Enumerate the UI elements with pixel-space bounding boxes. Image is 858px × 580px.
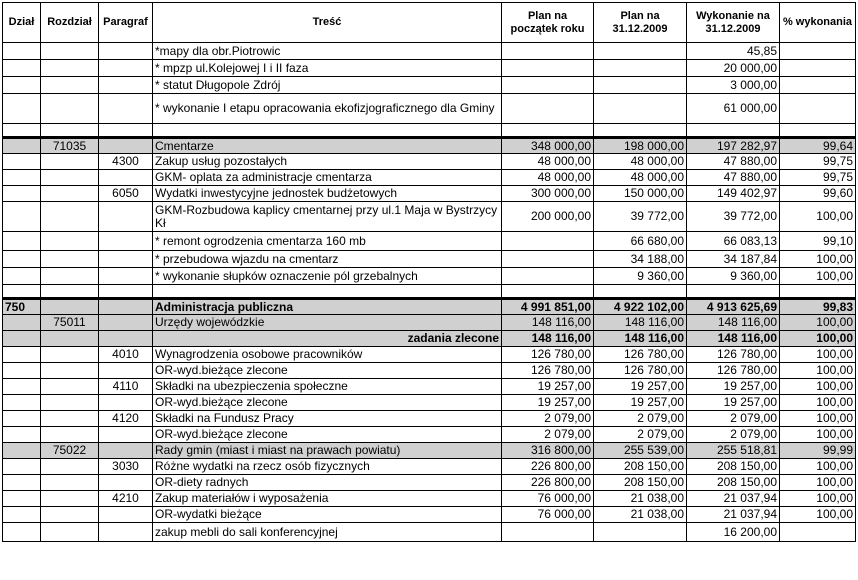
- cell-wykonanie: 39 772,00: [687, 202, 780, 232]
- cell-procent: [780, 124, 856, 138]
- cell-tresc: *mapy dla obr.Piotrowic: [153, 43, 502, 60]
- cell-plan-end: 148 116,00: [594, 331, 687, 347]
- header-wykonanie: Wykonanie na 31.12.2009: [687, 3, 780, 43]
- cell-wykonanie: 45,85: [687, 43, 780, 60]
- cell-wykonanie: 126 780,00: [687, 363, 780, 379]
- cell-plan-start: 226 800,00: [502, 475, 594, 491]
- cell-procent: 100,00: [780, 347, 856, 363]
- cell-procent: 99,83: [780, 299, 856, 315]
- cell-tresc: Różne wydatki na rzecz osób fizycznych: [153, 459, 502, 475]
- cell-tresc: Zakup materiałów i wyposażenia: [153, 491, 502, 507]
- cell-dzial: [3, 154, 41, 170]
- cell-tresc: Cmentarze: [153, 138, 502, 154]
- table-row: [3, 347, 856, 363]
- cell-plan-end: 19 257,00: [594, 379, 687, 395]
- cell-wykonanie: 208 150,00: [687, 459, 780, 475]
- table-row: [3, 395, 856, 411]
- cell-plan-start: [502, 232, 594, 251]
- cell-plan-end: 150 000,00: [594, 186, 687, 202]
- cell-plan-end: 48 000,00: [594, 170, 687, 186]
- cell-dzial: [3, 170, 41, 186]
- cell-plan-end: 9 360,00: [594, 268, 687, 285]
- cell-plan-end: [594, 94, 687, 124]
- cell-plan-end: 126 780,00: [594, 347, 687, 363]
- cell-paragraf: [99, 124, 153, 138]
- cell-plan-start: 2 079,00: [502, 411, 594, 427]
- cell-dzial: [3, 363, 41, 379]
- cell-procent: 99,10: [780, 232, 856, 251]
- cell-procent: [780, 523, 856, 542]
- cell-paragraf: [99, 138, 153, 154]
- cell-rozdzial: [41, 395, 99, 411]
- cell-wykonanie: 197 282,97: [687, 138, 780, 154]
- header-tresc: Treść: [153, 3, 502, 43]
- cell-wykonanie: 21 037,94: [687, 507, 780, 523]
- table-row: [3, 331, 856, 347]
- table-row: [3, 138, 856, 154]
- table-row: [3, 411, 856, 427]
- cell-wykonanie: 47 880,00: [687, 170, 780, 186]
- cell-dzial: [3, 60, 41, 77]
- header-dzial: Dział: [3, 3, 41, 43]
- cell-rozdzial: [41, 459, 99, 475]
- cell-dzial: [3, 268, 41, 285]
- cell-plan-end: 148 116,00: [594, 315, 687, 331]
- table-row: [3, 77, 856, 94]
- table-row: [3, 60, 856, 77]
- cell-rozdzial: [41, 523, 99, 542]
- table-row: [3, 507, 856, 523]
- cell-dzial: [3, 43, 41, 60]
- cell-tresc: [153, 124, 502, 138]
- table-row: [3, 491, 856, 507]
- cell-paragraf: 4300: [99, 154, 153, 170]
- header-procent: % wykonania: [780, 3, 856, 43]
- cell-dzial: [3, 232, 41, 251]
- cell-rozdzial: [41, 186, 99, 202]
- cell-dzial: [3, 315, 41, 331]
- table-row: [3, 186, 856, 202]
- cell-wykonanie: 19 257,00: [687, 395, 780, 411]
- cell-plan-end: 21 038,00: [594, 491, 687, 507]
- table-row: [3, 268, 856, 285]
- cell-procent: 100,00: [780, 459, 856, 475]
- cell-procent: 99,99: [780, 443, 856, 459]
- cell-rozdzial: [41, 170, 99, 186]
- cell-wykonanie: 20 000,00: [687, 60, 780, 77]
- cell-dzial: [3, 331, 41, 347]
- cell-procent: [780, 43, 856, 60]
- cell-paragraf: [99, 443, 153, 459]
- cell-tresc: OR-wyd.bieżące zlecone: [153, 395, 502, 411]
- cell-wykonanie: [687, 124, 780, 138]
- cell-rozdzial: 75011: [41, 315, 99, 331]
- cell-plan-start: 200 000,00: [502, 202, 594, 232]
- cell-procent: 100,00: [780, 331, 856, 347]
- cell-plan-start: 4 991 851,00: [502, 299, 594, 315]
- cell-tresc: Wydatki inwestycyjne jednostek budżetowych: [153, 186, 502, 202]
- cell-wykonanie: 34 187,84: [687, 251, 780, 268]
- cell-dzial: [3, 202, 41, 232]
- cell-plan-start: [502, 285, 594, 299]
- cell-wykonanie: 47 880,00: [687, 154, 780, 170]
- cell-dzial: [3, 523, 41, 542]
- cell-plan-end: 255 539,00: [594, 443, 687, 459]
- cell-plan-end: 39 772,00: [594, 202, 687, 232]
- cell-rozdzial: [41, 475, 99, 491]
- cell-rozdzial: [41, 251, 99, 268]
- cell-tresc: OR-diety radnych: [153, 475, 502, 491]
- table-header-row: [3, 3, 856, 43]
- cell-tresc: Wynagrodzenia osobowe pracowników: [153, 347, 502, 363]
- table-row: [3, 43, 856, 60]
- cell-paragraf: 4210: [99, 491, 153, 507]
- cell-plan-end: 198 000,00: [594, 138, 687, 154]
- cell-tresc: * przebudowa wjazdu na cmentarz: [153, 251, 502, 268]
- cell-tresc: Składki na Fundusz Pracy: [153, 411, 502, 427]
- cell-plan-end: 34 188,00: [594, 251, 687, 268]
- cell-rozdzial: [41, 427, 99, 443]
- cell-tresc: OR-wyd.bieżące zlecone: [153, 363, 502, 379]
- cell-tresc: Rady gmin (miast i miast na prawach powiatu): [153, 443, 502, 459]
- cell-dzial: [3, 475, 41, 491]
- cell-wykonanie: 16 200,00: [687, 523, 780, 542]
- cell-plan-end: 4 922 102,00: [594, 299, 687, 315]
- cell-tresc: * remont ogrodzenia cmentarza 160 mb: [153, 232, 502, 251]
- cell-plan-end: 208 150,00: [594, 459, 687, 475]
- cell-tresc: OR-wyd.bieżące zlecone: [153, 427, 502, 443]
- cell-rozdzial: [41, 77, 99, 94]
- cell-rozdzial: [41, 60, 99, 77]
- cell-plan-start: [502, 268, 594, 285]
- cell-wykonanie: 66 083,13: [687, 232, 780, 251]
- cell-paragraf: [99, 427, 153, 443]
- table-row: [3, 251, 856, 268]
- cell-rozdzial: [41, 299, 99, 315]
- cell-plan-start: 300 000,00: [502, 186, 594, 202]
- cell-plan-end: 208 150,00: [594, 475, 687, 491]
- cell-tresc: zakup mebli do sali konferencyjnej: [153, 523, 502, 542]
- cell-paragraf: [99, 170, 153, 186]
- cell-rozdzial: [41, 124, 99, 138]
- cell-dzial: [3, 427, 41, 443]
- cell-paragraf: [99, 202, 153, 232]
- cell-tresc: * statut Długopole Zdrój: [153, 77, 502, 94]
- cell-dzial: [3, 443, 41, 459]
- cell-tresc: * wykonanie słupków oznaczenie pól grzebalnych: [153, 268, 502, 285]
- table-row: [3, 202, 856, 232]
- cell-wykonanie: 21 037,94: [687, 491, 780, 507]
- table-row: [3, 363, 856, 379]
- cell-wykonanie: [687, 285, 780, 299]
- table-row: [3, 523, 856, 542]
- table-row: [3, 443, 856, 459]
- cell-paragraf: [99, 475, 153, 491]
- cell-dzial: [3, 411, 41, 427]
- cell-dzial: [3, 507, 41, 523]
- cell-procent: [780, 94, 856, 124]
- cell-plan-end: 21 038,00: [594, 507, 687, 523]
- cell-procent: 99,60: [780, 186, 856, 202]
- cell-wykonanie: 148 116,00: [687, 315, 780, 331]
- cell-rozdzial: [41, 347, 99, 363]
- cell-rozdzial: [41, 379, 99, 395]
- cell-paragraf: [99, 251, 153, 268]
- cell-paragraf: [99, 285, 153, 299]
- cell-paragraf: [99, 43, 153, 60]
- cell-procent: 100,00: [780, 427, 856, 443]
- cell-plan-end: 66 680,00: [594, 232, 687, 251]
- cell-dzial: [3, 379, 41, 395]
- table-row: [3, 475, 856, 491]
- table-row: [3, 459, 856, 475]
- cell-wykonanie: 4 913 625,69: [687, 299, 780, 315]
- cell-procent: 100,00: [780, 507, 856, 523]
- cell-plan-start: 316 800,00: [502, 443, 594, 459]
- cell-plan-start: 226 800,00: [502, 459, 594, 475]
- cell-tresc: OR-wydatki bieżące: [153, 507, 502, 523]
- cell-plan-start: [502, 251, 594, 268]
- cell-plan-start: 126 780,00: [502, 363, 594, 379]
- cell-plan-start: 48 000,00: [502, 170, 594, 186]
- cell-plan-end: 2 079,00: [594, 427, 687, 443]
- cell-procent: 100,00: [780, 491, 856, 507]
- cell-dzial: [3, 285, 41, 299]
- cell-rozdzial: [41, 268, 99, 285]
- cell-tresc: GKM- oplata za administracje cmentarza: [153, 170, 502, 186]
- table-row: [3, 299, 856, 315]
- cell-wykonanie: 255 518,81: [687, 443, 780, 459]
- cell-dzial: [3, 491, 41, 507]
- cell-paragraf: 4120: [99, 411, 153, 427]
- cell-procent: [780, 77, 856, 94]
- cell-paragraf: 6050: [99, 186, 153, 202]
- cell-paragraf: [99, 77, 153, 94]
- cell-dzial: [3, 94, 41, 124]
- cell-tresc: * wykonanie I etapu opracowania ekofizjograficznego dla Gminy: [153, 94, 502, 124]
- cell-plan-end: [594, 523, 687, 542]
- cell-paragraf: [99, 60, 153, 77]
- cell-plan-start: 126 780,00: [502, 347, 594, 363]
- cell-plan-start: 19 257,00: [502, 395, 594, 411]
- cell-wykonanie: 3 000,00: [687, 77, 780, 94]
- cell-plan-start: 348 000,00: [502, 138, 594, 154]
- cell-rozdzial: [41, 363, 99, 379]
- cell-procent: 100,00: [780, 315, 856, 331]
- cell-tresc: Administracja publiczna: [153, 299, 502, 315]
- cell-wykonanie: 2 079,00: [687, 411, 780, 427]
- cell-plan-start: [502, 523, 594, 542]
- cell-procent: [780, 285, 856, 299]
- cell-plan-start: 76 000,00: [502, 507, 594, 523]
- cell-paragraf: [99, 299, 153, 315]
- cell-dzial: 750: [3, 299, 41, 315]
- cell-tresc: zadania zlecone: [153, 331, 502, 347]
- cell-plan-end: 19 257,00: [594, 395, 687, 411]
- cell-rozdzial: [41, 491, 99, 507]
- cell-plan-start: [502, 94, 594, 124]
- table-row: [3, 124, 856, 138]
- cell-rozdzial: 71035: [41, 138, 99, 154]
- cell-wykonanie: 148 116,00: [687, 331, 780, 347]
- cell-plan-end: [594, 60, 687, 77]
- cell-procent: 100,00: [780, 363, 856, 379]
- budget-table: [2, 2, 856, 542]
- cell-paragraf: [99, 232, 153, 251]
- cell-rozdzial: [41, 202, 99, 232]
- cell-rozdzial: [41, 154, 99, 170]
- cell-dzial: [3, 138, 41, 154]
- cell-rozdzial: [41, 331, 99, 347]
- cell-plan-end: 2 079,00: [594, 411, 687, 427]
- cell-plan-start: 148 116,00: [502, 331, 594, 347]
- table-body: [3, 43, 856, 542]
- cell-procent: 100,00: [780, 251, 856, 268]
- cell-procent: 100,00: [780, 202, 856, 232]
- cell-paragraf: 4010: [99, 347, 153, 363]
- cell-rozdzial: [41, 232, 99, 251]
- cell-plan-end: [594, 124, 687, 138]
- cell-procent: 100,00: [780, 379, 856, 395]
- cell-plan-end: 126 780,00: [594, 363, 687, 379]
- cell-tresc: Składki na ubezpieczenia społeczne: [153, 379, 502, 395]
- cell-rozdzial: [41, 507, 99, 523]
- cell-plan-end: [594, 77, 687, 94]
- table-row: [3, 315, 856, 331]
- table-row: [3, 154, 856, 170]
- table-row: [3, 379, 856, 395]
- cell-paragraf: [99, 94, 153, 124]
- table-row: [3, 285, 856, 299]
- cell-paragraf: [99, 523, 153, 542]
- cell-wykonanie: 2 079,00: [687, 427, 780, 443]
- cell-wykonanie: 208 150,00: [687, 475, 780, 491]
- cell-wykonanie: 126 780,00: [687, 347, 780, 363]
- cell-plan-start: 2 079,00: [502, 427, 594, 443]
- cell-plan-start: 19 257,00: [502, 379, 594, 395]
- cell-rozdzial: [41, 94, 99, 124]
- cell-paragraf: [99, 315, 153, 331]
- cell-plan-start: 76 000,00: [502, 491, 594, 507]
- cell-wykonanie: 9 360,00: [687, 268, 780, 285]
- cell-paragraf: [99, 507, 153, 523]
- cell-procent: 99,75: [780, 170, 856, 186]
- cell-paragraf: [99, 363, 153, 379]
- cell-plan-start: 48 000,00: [502, 154, 594, 170]
- cell-procent: [780, 60, 856, 77]
- cell-wykonanie: 61 000,00: [687, 94, 780, 124]
- table-row: [3, 170, 856, 186]
- header-rozdzial: Rozdział: [41, 3, 99, 43]
- header-plan-end: Plan na 31.12.2009: [594, 3, 687, 43]
- cell-dzial: [3, 347, 41, 363]
- cell-procent: 99,64: [780, 138, 856, 154]
- cell-dzial: [3, 124, 41, 138]
- cell-plan-start: [502, 77, 594, 94]
- cell-plan-start: [502, 124, 594, 138]
- cell-paragraf: [99, 331, 153, 347]
- cell-paragraf: [99, 395, 153, 411]
- cell-dzial: [3, 77, 41, 94]
- cell-wykonanie: 19 257,00: [687, 379, 780, 395]
- cell-tresc: [153, 285, 502, 299]
- cell-procent: 100,00: [780, 395, 856, 411]
- cell-dzial: [3, 186, 41, 202]
- cell-rozdzial: [41, 43, 99, 60]
- cell-dzial: [3, 459, 41, 475]
- cell-tresc: Zakup usług pozostałych: [153, 154, 502, 170]
- cell-paragraf: [99, 268, 153, 285]
- table-row: [3, 232, 856, 251]
- cell-procent: 100,00: [780, 475, 856, 491]
- cell-procent: 100,00: [780, 268, 856, 285]
- header-paragraf: Paragraf: [99, 3, 153, 43]
- table-row: [3, 427, 856, 443]
- cell-tresc: * mpzp ul.Kolejowej I i II faza: [153, 60, 502, 77]
- cell-plan-start: [502, 43, 594, 60]
- cell-procent: 100,00: [780, 411, 856, 427]
- cell-paragraf: 3030: [99, 459, 153, 475]
- cell-plan-end: [594, 43, 687, 60]
- cell-paragraf: 4110: [99, 379, 153, 395]
- cell-plan-end: 48 000,00: [594, 154, 687, 170]
- cell-dzial: [3, 251, 41, 268]
- cell-tresc: Urzędy wojewódzkie: [153, 315, 502, 331]
- cell-tresc: GKM-Rozbudowa kaplicy cmentarnej przy ul.1 Maja w Bystrzycy Kł: [153, 202, 502, 232]
- cell-procent: 99,75: [780, 154, 856, 170]
- cell-rozdzial: 75022: [41, 443, 99, 459]
- cell-rozdzial: [41, 285, 99, 299]
- cell-plan-start: [502, 60, 594, 77]
- cell-plan-end: [594, 285, 687, 299]
- cell-dzial: [3, 395, 41, 411]
- table-row: [3, 94, 856, 124]
- cell-rozdzial: [41, 411, 99, 427]
- header-plan-start: Plan na początek roku: [502, 3, 594, 43]
- cell-plan-start: 148 116,00: [502, 315, 594, 331]
- cell-wykonanie: 149 402,97: [687, 186, 780, 202]
